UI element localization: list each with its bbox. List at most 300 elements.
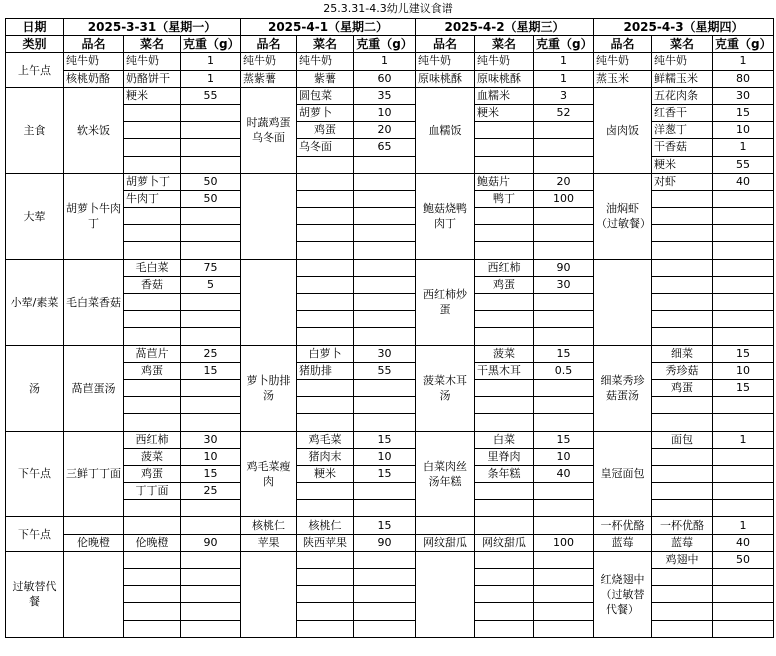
thu-side-item-3 (652, 294, 713, 311)
col-weight-wed: 克重（g） (534, 36, 594, 53)
tue-staple-weight-2: 10 (354, 104, 416, 121)
wed-allergy-weight-2 (534, 569, 594, 586)
tue-staple-weight-3: 20 (354, 122, 416, 139)
wed-morning-item-1: 纯牛奶 (475, 53, 534, 70)
tue-staple-item-4: 乌冬面 (297, 139, 354, 156)
mon-soup-weight-5 (181, 414, 241, 431)
tue-pm-item-4 (297, 483, 354, 500)
tue-pm-weight-3: 15 (354, 465, 416, 482)
thu-allergy-weight-1: 50 (713, 551, 774, 568)
thu-staple-item-1: 五花肉条 (652, 87, 713, 104)
mon-soup-weight-3 (181, 379, 241, 396)
wed-pm-weight-5 (534, 500, 594, 517)
mon-allergy-weight-5 (181, 620, 241, 637)
thu-morning-dish-2: 蒸玉米 (594, 70, 652, 87)
wed-pm-dish: 白菜肉丝汤年糕 (416, 431, 475, 517)
thu-pm-dish: 皇冠面包 (594, 431, 652, 517)
mon-side-item-3 (124, 294, 181, 311)
tue-pm2-weight-1: 15 (354, 517, 416, 534)
mon-side-weight-2: 5 (181, 276, 241, 293)
wed-soup-weight-3 (534, 379, 594, 396)
thu-allergy-weight-4 (713, 603, 774, 620)
wed-soup-weight-2: 0.5 (534, 362, 594, 379)
wed-staple-weight-4 (534, 139, 594, 156)
thu-staple-weight-4: 1 (713, 139, 774, 156)
tue-main-weight-3 (354, 208, 416, 225)
menu-table (5, 18, 774, 638)
wed-main-weight-4 (534, 225, 594, 242)
tue-staple-weight-1: 35 (354, 87, 416, 104)
thu-main-item-3 (652, 208, 713, 225)
tue-soup-weight-3 (354, 379, 416, 396)
tue-allergy-item-3 (297, 586, 354, 603)
mon-main-weight-4 (181, 225, 241, 242)
tue-pm-item-2: 猪肉末 (297, 448, 354, 465)
mon-soup-item-5 (124, 414, 181, 431)
thu-staple-dish: 卤肉饭 (594, 87, 652, 173)
wed-soup-weight-4 (534, 397, 594, 414)
tue-main-item-3 (297, 208, 354, 225)
thu-soup-item-5 (652, 414, 713, 431)
thu-allergy-item-4 (652, 603, 713, 620)
thu-soup-dish: 细菜秀珍菇蛋汤 (594, 345, 652, 431)
thu-morning-item-1: 纯牛奶 (652, 53, 713, 70)
wed-soup-weight-1: 15 (534, 345, 594, 362)
thu-morning-weight-2: 80 (713, 70, 774, 87)
thu-staple-weight-1: 30 (713, 87, 774, 104)
table-row (6, 87, 774, 104)
mon-staple-weight-4 (181, 139, 241, 156)
thu-pm-item-3 (652, 465, 713, 482)
thu-pm-weight-5 (713, 500, 774, 517)
mon-main-weight-1: 50 (181, 173, 241, 190)
wed-soup-item-4 (475, 397, 534, 414)
tue-pm2-weight-2: 90 (354, 534, 416, 551)
wed-allergy-weight-1 (534, 551, 594, 568)
wed-side-item-5 (475, 328, 534, 345)
mon-staple-dish: 软米饭 (64, 87, 124, 173)
date-label: 日期 (6, 19, 64, 36)
wed-soup-item-1: 菠菜 (475, 345, 534, 362)
mon-pm-weight-1: 30 (181, 431, 241, 448)
thu-pm2-item-1: 一杯优酪 (652, 517, 713, 534)
tue-morning-item-1: 纯牛奶 (297, 53, 354, 70)
tue-pm2-dish-2: 苹果 (241, 534, 297, 551)
mon-soup-item-3 (124, 379, 181, 396)
tue-pm2-item-2: 陕西苹果 (297, 534, 354, 551)
date-header-mon: 2025-3-31（星期一） (64, 19, 241, 36)
mon-allergy-weight-4 (181, 603, 241, 620)
tue-side-item-1 (297, 259, 354, 276)
mon-pm2-item-1 (124, 517, 181, 534)
thu-side-item-4 (652, 311, 713, 328)
mon-staple-item-5 (124, 156, 181, 173)
wed-allergy-weight-3 (534, 586, 594, 603)
tue-allergy-weight-2 (354, 569, 416, 586)
col-dish-thu: 品名 (594, 36, 652, 53)
col-item-wed: 菜名 (475, 36, 534, 53)
thu-main-item-4 (652, 225, 713, 242)
mon-morning-weight-2: 1 (181, 70, 241, 87)
table-row (6, 517, 774, 534)
thu-allergy-weight-5 (713, 620, 774, 637)
mon-staple-item-1: 粳米 (124, 87, 181, 104)
tue-allergy-item-2 (297, 569, 354, 586)
wed-morning-item-2: 原味桃酥 (475, 70, 534, 87)
thu-allergy-item-5 (652, 620, 713, 637)
thu-pm2-dish-1: 一杯优酪 (594, 517, 652, 534)
tue-allergy-item-1 (297, 551, 354, 568)
thu-main-weight-1: 40 (713, 173, 774, 190)
mon-main-weight-2: 50 (181, 190, 241, 207)
wed-side-item-4 (475, 311, 534, 328)
tue-soup-item-5 (297, 414, 354, 431)
mon-morning-weight-1: 1 (181, 53, 241, 70)
mon-pm-weight-2: 10 (181, 448, 241, 465)
category-afternoon-2: 下午点 (6, 517, 64, 551)
tue-main-weight-4 (354, 225, 416, 242)
mon-pm2-dish-1 (64, 517, 124, 534)
tue-main-weight-5 (354, 242, 416, 259)
mon-staple-item-3 (124, 122, 181, 139)
wed-side-item-2: 鸡蛋 (475, 276, 534, 293)
wed-morning-weight-2: 1 (534, 70, 594, 87)
wed-main-item-2: 鸭丁 (475, 190, 534, 207)
mon-allergy-item-5 (124, 620, 181, 637)
col-weight-mon: 克重（g） (181, 36, 241, 53)
tue-allergy-item-5 (297, 620, 354, 637)
wed-staple-item-1: 血糯米 (475, 87, 534, 104)
wed-pm-weight-2: 10 (534, 448, 594, 465)
header-row-columns (6, 36, 774, 53)
tue-side-weight-5 (354, 328, 416, 345)
tue-soup-item-3 (297, 379, 354, 396)
wed-soup-item-5 (475, 414, 534, 431)
wed-side-dish: 西红柿炒蛋 (416, 259, 475, 345)
wed-main-weight-3 (534, 208, 594, 225)
mon-main-weight-5 (181, 242, 241, 259)
category-label: 类别 (6, 36, 64, 53)
wed-side-weight-4 (534, 311, 594, 328)
wed-soup-dish: 菠菜木耳汤 (416, 345, 475, 431)
thu-allergy-dish: 红烧翅中（过敏替代餐） (594, 551, 652, 637)
wed-pm-item-3: 条年糕 (475, 465, 534, 482)
thu-main-item-2 (652, 190, 713, 207)
tue-soup-item-4 (297, 397, 354, 414)
tue-staple-weight-5 (354, 156, 416, 173)
mon-side-item-5 (124, 328, 181, 345)
wed-allergy-item-1 (475, 551, 534, 568)
tue-staple-dish: 时蔬鸡蛋乌冬面 (241, 87, 297, 173)
tue-main-item-2 (297, 190, 354, 207)
thu-pm2-item-2: 蓝莓 (652, 534, 713, 551)
col-dish-tue: 品名 (241, 36, 297, 53)
thu-pm-weight-4 (713, 483, 774, 500)
category-main-dish: 大荤 (6, 173, 64, 259)
thu-soup-weight-4 (713, 397, 774, 414)
table-row (6, 173, 774, 190)
wed-soup-item-3 (475, 379, 534, 396)
tue-side-item-4 (297, 311, 354, 328)
wed-main-item-5 (475, 242, 534, 259)
wed-side-item-3 (475, 294, 534, 311)
thu-staple-item-4: 干香菇 (652, 139, 713, 156)
thu-pm-weight-2 (713, 448, 774, 465)
header-row-dates (6, 19, 774, 36)
mon-soup-weight-2: 15 (181, 362, 241, 379)
tue-pm2-dish-1: 核桃仁 (241, 517, 297, 534)
wed-main-item-1: 鲍菇片 (475, 173, 534, 190)
tue-side-item-3 (297, 294, 354, 311)
tue-soup-weight-4 (354, 397, 416, 414)
tue-staple-item-2: 胡萝卜 (297, 104, 354, 121)
tue-pm-item-5 (297, 500, 354, 517)
mon-soup-dish: 萵苣蛋汤 (64, 345, 124, 431)
thu-main-dish: 油焖虾（过敏餐） (594, 173, 652, 259)
col-dish-mon: 品名 (64, 36, 124, 53)
tue-pm-weight-1: 15 (354, 431, 416, 448)
thu-allergy-weight-3 (713, 586, 774, 603)
mon-side-item-4 (124, 311, 181, 328)
wed-allergy-weight-5 (534, 620, 594, 637)
thu-side-weight-5 (713, 328, 774, 345)
thu-side-dish (594, 259, 652, 345)
thu-soup-weight-3: 15 (713, 379, 774, 396)
wed-morning-weight-1: 1 (534, 53, 594, 70)
thu-pm2-dish-2: 蓝莓 (594, 534, 652, 551)
wed-allergy-item-2 (475, 569, 534, 586)
wed-soup-weight-5 (534, 414, 594, 431)
wed-main-weight-2: 100 (534, 190, 594, 207)
wed-morning-dish-1: 纯牛奶 (416, 53, 475, 70)
tue-soup-weight-2: 55 (354, 362, 416, 379)
mon-main-weight-3 (181, 208, 241, 225)
wed-pm2-item-1 (475, 517, 534, 534)
thu-main-item-5 (652, 242, 713, 259)
thu-side-item-1 (652, 259, 713, 276)
tue-side-weight-2 (354, 276, 416, 293)
tue-staple-item-5 (297, 156, 354, 173)
thu-soup-item-4 (652, 397, 713, 414)
mon-allergy-weight-1 (181, 551, 241, 568)
mon-main-item-2: 牛肉丁 (124, 190, 181, 207)
wed-pm2-dish-1 (416, 517, 475, 534)
thu-pm-item-1: 面包 (652, 431, 713, 448)
table-row (6, 431, 774, 448)
tue-soup-item-1: 白萝卜 (297, 345, 354, 362)
wed-staple-dish: 血糯饭 (416, 87, 475, 173)
wed-pm-weight-3: 40 (534, 465, 594, 482)
thu-soup-weight-2: 10 (713, 362, 774, 379)
mon-pm-item-1: 西红柿 (124, 431, 181, 448)
tue-allergy-weight-5 (354, 620, 416, 637)
category-staple: 主食 (6, 87, 64, 173)
thu-pm-item-4 (652, 483, 713, 500)
mon-side-dish: 毛白菜香菇 (64, 259, 124, 345)
mon-allergy-item-4 (124, 603, 181, 620)
tue-soup-weight-5 (354, 414, 416, 431)
mon-side-item-1: 毛白菜 (124, 259, 181, 276)
thu-staple-item-3: 洋葱丁 (652, 122, 713, 139)
wed-side-weight-3 (534, 294, 594, 311)
mon-staple-item-2 (124, 104, 181, 121)
mon-main-item-5 (124, 242, 181, 259)
tue-main-weight-1 (354, 173, 416, 190)
wed-staple-weight-3 (534, 122, 594, 139)
wed-staple-weight-5 (534, 156, 594, 173)
mon-soup-item-1: 萵苣片 (124, 345, 181, 362)
tue-pm-dish: 鸡毛菜瘦肉 (241, 431, 297, 517)
category-afternoon: 下午点 (6, 431, 64, 517)
tue-side-weight-1 (354, 259, 416, 276)
thu-staple-item-2: 红香干 (652, 104, 713, 121)
mon-allergy-item-3 (124, 586, 181, 603)
tue-morning-dish-1: 纯牛奶 (241, 53, 297, 70)
table-row (6, 53, 774, 70)
table-row (6, 259, 774, 276)
wed-side-item-1: 西红柿 (475, 259, 534, 276)
wed-allergy-item-5 (475, 620, 534, 637)
mon-soup-item-4 (124, 397, 181, 414)
mon-pm-item-3: 鸡蛋 (124, 465, 181, 482)
thu-soup-item-3: 鸡蛋 (652, 379, 713, 396)
thu-soup-item-1: 细菜 (652, 345, 713, 362)
tue-pm-item-3: 粳米 (297, 465, 354, 482)
col-dish-wed: 品名 (416, 36, 475, 53)
wed-staple-item-5 (475, 156, 534, 173)
mon-soup-weight-1: 25 (181, 345, 241, 362)
tue-morning-weight-1: 1 (354, 53, 416, 70)
mon-main-dish: 胡萝卜牛肉丁 (64, 173, 124, 259)
tue-pm-weight-5 (354, 500, 416, 517)
table-row (6, 551, 774, 568)
wed-main-item-4 (475, 225, 534, 242)
thu-pm-weight-3 (713, 465, 774, 482)
wed-main-weight-1: 20 (534, 173, 594, 190)
thu-soup-weight-1: 15 (713, 345, 774, 362)
wed-side-weight-1: 90 (534, 259, 594, 276)
tue-side-item-2 (297, 276, 354, 293)
mon-main-item-4 (124, 225, 181, 242)
tue-staple-item-3: 鸡蛋 (297, 122, 354, 139)
wed-allergy-weight-4 (534, 603, 594, 620)
thu-staple-weight-2: 15 (713, 104, 774, 121)
thu-allergy-item-3 (652, 586, 713, 603)
thu-soup-weight-5 (713, 414, 774, 431)
wed-main-dish: 鲍菇烧鸭肉丁 (416, 173, 475, 259)
tue-pm-weight-2: 10 (354, 448, 416, 465)
category-morning: 上午点 (6, 53, 64, 87)
tue-staple-weight-4: 65 (354, 139, 416, 156)
wed-staple-weight-2: 52 (534, 104, 594, 121)
wed-main-weight-5 (534, 242, 594, 259)
col-item-mon: 菜名 (124, 36, 181, 53)
mon-staple-item-4 (124, 139, 181, 156)
thu-staple-weight-3: 10 (713, 122, 774, 139)
mon-side-weight-3 (181, 294, 241, 311)
col-item-tue: 菜名 (297, 36, 354, 53)
thu-allergy-item-1: 鸡翅中 (652, 551, 713, 568)
mon-pm-item-4: 丁丁面 (124, 483, 181, 500)
tue-soup-item-2: 猪肋排 (297, 362, 354, 379)
tue-pm2-item-1: 核桃仁 (297, 517, 354, 534)
mon-pm2-weight-1 (181, 517, 241, 534)
mon-staple-weight-5 (181, 156, 241, 173)
thu-main-weight-5 (713, 242, 774, 259)
thu-staple-item-5: 粳米 (652, 156, 713, 173)
mon-morning-item-1: 纯牛奶 (124, 53, 181, 70)
tue-morning-item-2: 紫薯 (297, 70, 354, 87)
mon-staple-weight-1: 55 (181, 87, 241, 104)
thu-pm-weight-1: 1 (713, 431, 774, 448)
tue-morning-weight-2: 60 (354, 70, 416, 87)
tue-pm-item-1: 鸡毛菜 (297, 431, 354, 448)
mon-pm-weight-4: 25 (181, 483, 241, 500)
mon-allergy-weight-2 (181, 569, 241, 586)
mon-allergy-item-2 (124, 569, 181, 586)
wed-staple-item-2: 粳米 (475, 104, 534, 121)
thu-pm2-weight-1: 1 (713, 517, 774, 534)
mon-morning-dish-2: 核桃奶酪 (64, 70, 124, 87)
thu-morning-dish-1: 纯牛奶 (594, 53, 652, 70)
mon-pm-dish: 三鲜丁丁面 (64, 431, 124, 517)
thu-allergy-weight-2 (713, 569, 774, 586)
category-allergy: 过敏替代餐 (6, 551, 64, 637)
wed-pm-item-1: 白菜 (475, 431, 534, 448)
mon-soup-item-2: 鸡蛋 (124, 362, 181, 379)
date-header-wed: 2025-4-2（星期三） (416, 19, 594, 36)
mon-morning-item-2: 奶酪饼干 (124, 70, 181, 87)
thu-side-weight-2 (713, 276, 774, 293)
thu-soup-item-2: 秀珍菇 (652, 362, 713, 379)
wed-allergy-item-3 (475, 586, 534, 603)
thu-main-weight-4 (713, 225, 774, 242)
mon-staple-weight-3 (181, 122, 241, 139)
thu-pm-item-5 (652, 500, 713, 517)
thu-morning-item-2: 鲜糯玉米 (652, 70, 713, 87)
mon-staple-weight-2 (181, 104, 241, 121)
tue-main-weight-2 (354, 190, 416, 207)
col-item-thu: 菜名 (652, 36, 713, 53)
wed-pm-weight-1: 15 (534, 431, 594, 448)
thu-side-weight-1 (713, 259, 774, 276)
thu-pm2-weight-2: 40 (713, 534, 774, 551)
tue-allergy-weight-1 (354, 551, 416, 568)
mon-pm-item-5 (124, 500, 181, 517)
mon-pm-item-2: 菠菜 (124, 448, 181, 465)
tue-main-item-5 (297, 242, 354, 259)
mon-main-item-3 (124, 208, 181, 225)
mon-pm2-weight-2: 90 (181, 534, 241, 551)
tue-soup-dish: 萝卜肋排汤 (241, 345, 297, 431)
thu-side-item-5 (652, 328, 713, 345)
tue-side-weight-3 (354, 294, 416, 311)
mon-side-weight-4 (181, 311, 241, 328)
wed-staple-weight-1: 3 (534, 87, 594, 104)
tue-side-dish (241, 259, 297, 345)
tue-pm-weight-4 (354, 483, 416, 500)
tue-morning-dish-2: 蒸紫薯 (241, 70, 297, 87)
thu-pm-item-2 (652, 448, 713, 465)
wed-pm-item-5 (475, 500, 534, 517)
tue-side-weight-4 (354, 311, 416, 328)
mon-allergy-item-1 (124, 551, 181, 568)
mon-side-weight-1: 75 (181, 259, 241, 276)
mon-pm2-item-2: 伦晚橙 (124, 534, 181, 551)
category-side-dish: 小荤/素菜 (6, 259, 64, 345)
thu-side-weight-4 (713, 311, 774, 328)
table-row (6, 345, 774, 362)
